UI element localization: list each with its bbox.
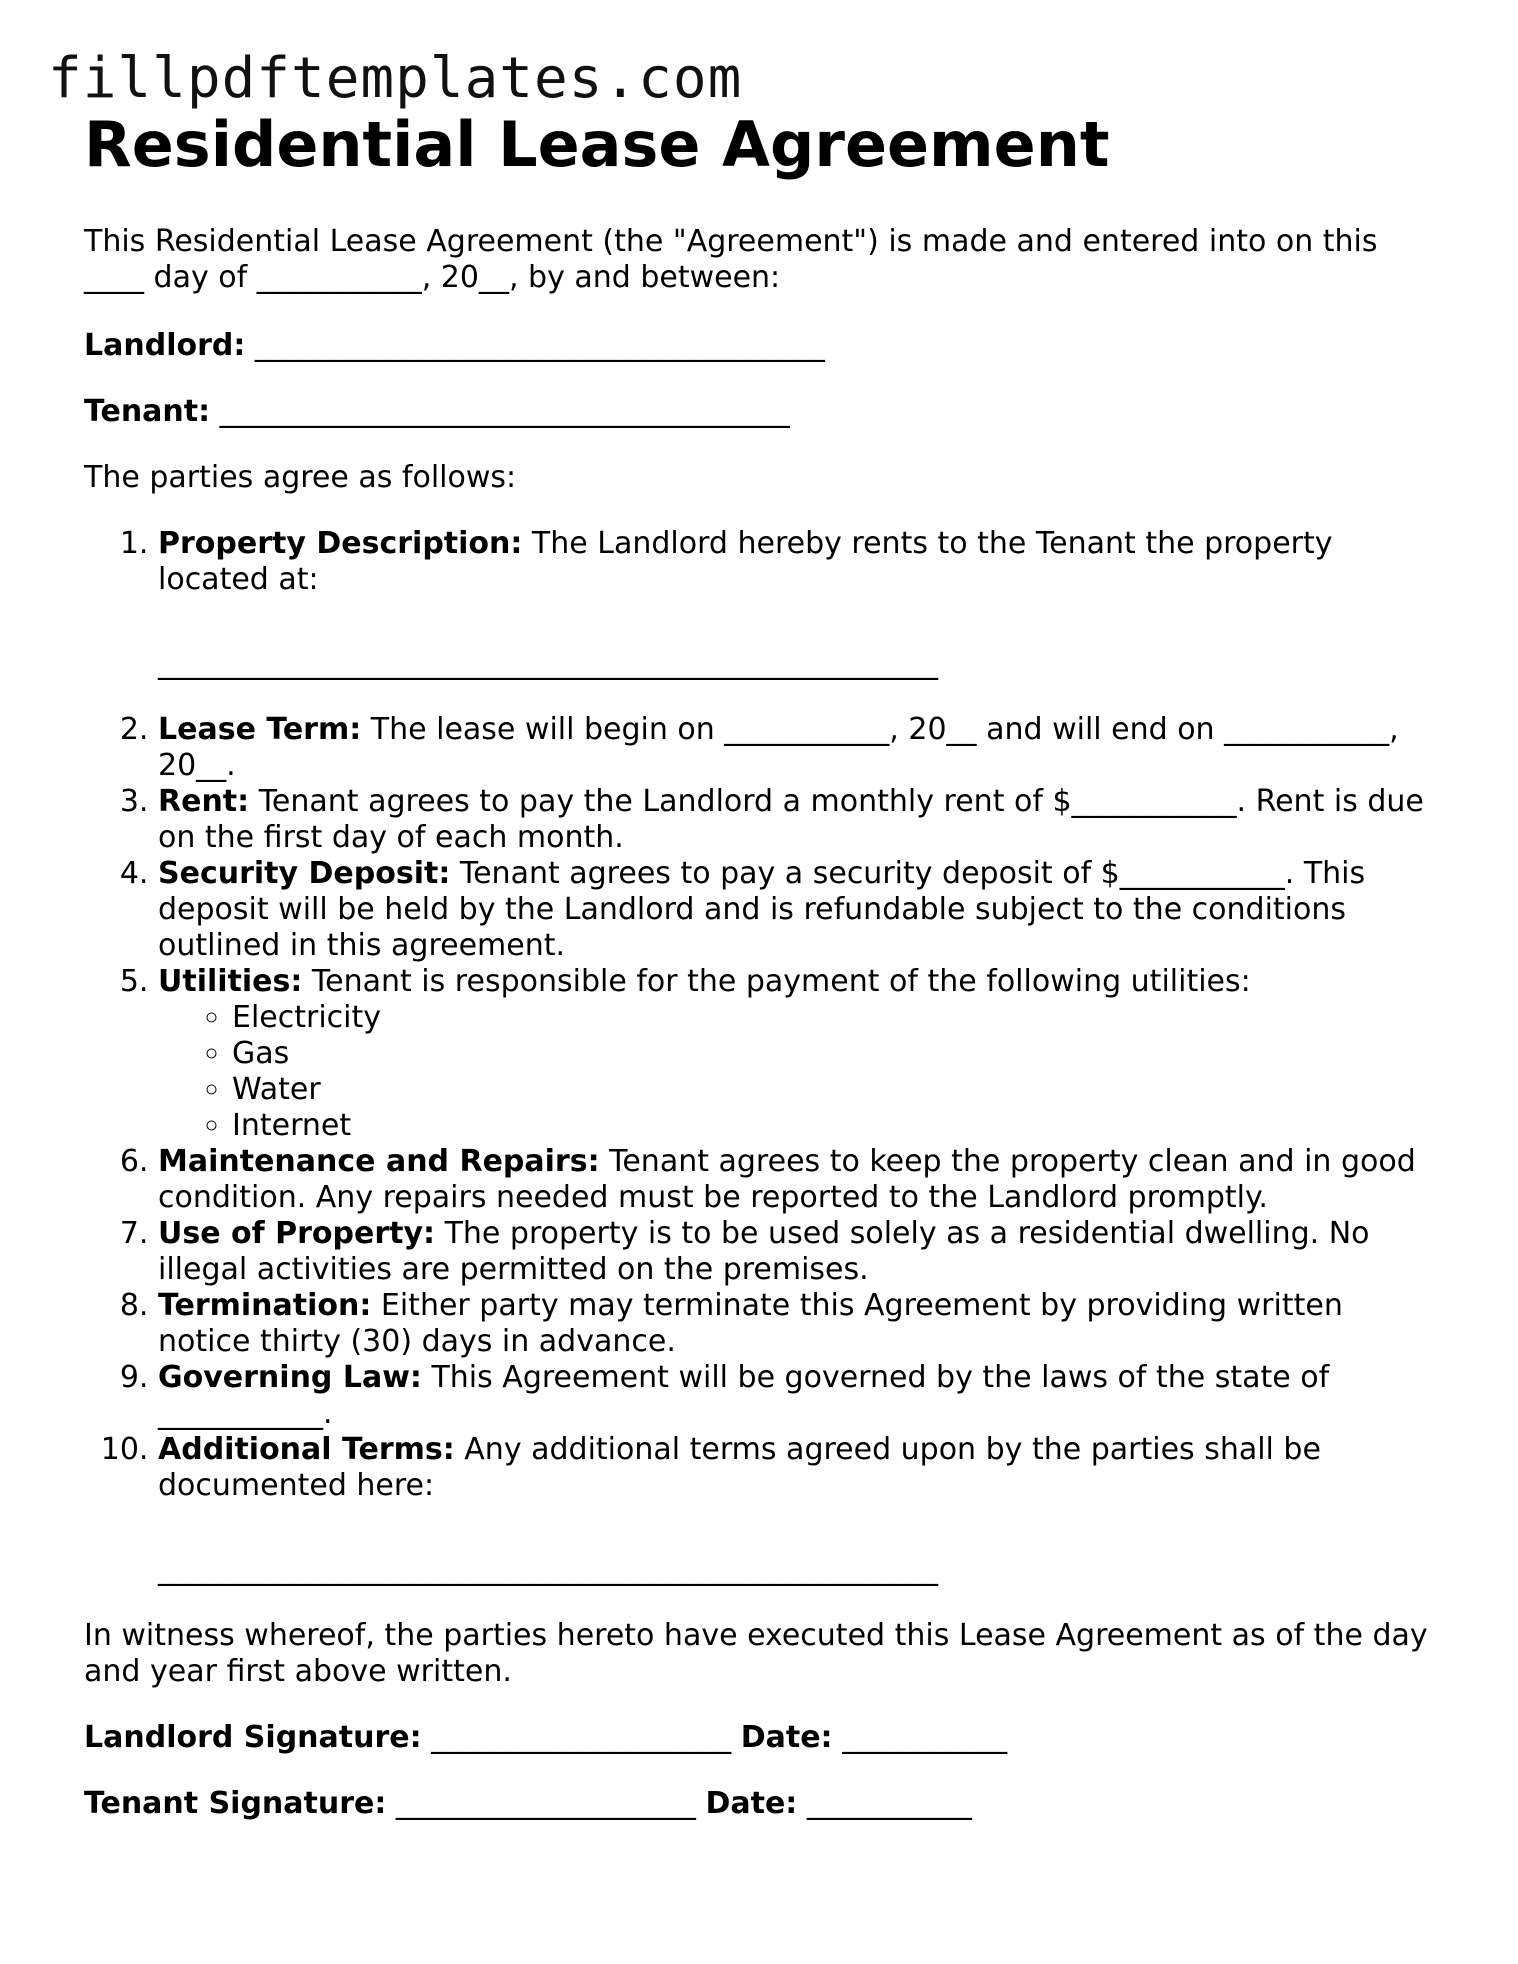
term-lease-term	[158, 712, 1444, 784]
term-text: Tenant agrees to pay a security deposit of $___________. This deposit will be held by the Landlord and is refundable subject to the conditions outlined in this agreement.	[158, 856, 1366, 963]
term-heading: Property Description:	[158, 526, 523, 561]
tenant-label: Tenant:	[84, 394, 211, 429]
utility-item-water: ◦ Water	[232, 1072, 1444, 1108]
utility-item-electricity: ◦ Electricity	[232, 1000, 1444, 1036]
landlord-signature-label: Landlord Signature:	[84, 1720, 422, 1755]
terms-list	[84, 526, 1444, 1588]
term-text: Tenant agrees to keep the property clean and in good condition. Any repairs needed must be reported to the Landlord promptly.	[158, 1144, 1416, 1215]
term-use-of-property	[158, 1216, 1444, 1288]
landlord-signature-line	[84, 1720, 1444, 1756]
tenant-signature-blank: ____________________	[395, 1786, 696, 1821]
term-governing-law	[158, 1360, 1444, 1432]
term-heading: Security Deposit:	[158, 856, 451, 891]
property-address-blank: ____________________________________________________	[158, 646, 938, 681]
tenant-signature-label: Tenant Signature:	[84, 1786, 387, 1821]
term-heading: Lease Term:	[158, 712, 362, 747]
landlord-line	[84, 328, 1444, 364]
term-maintenance-repairs	[158, 1144, 1444, 1216]
document-title: Residential Lease Agreement	[84, 108, 1110, 181]
term-additional-terms	[158, 1432, 1444, 1588]
term-utilities	[158, 964, 1444, 1144]
term-heading: Maintenance and Repairs:	[158, 1144, 600, 1179]
term-text: Tenant is responsible for the payment of the following utilities:	[302, 964, 1251, 999]
tenant-name-blank: ______________________________________	[219, 394, 790, 429]
landlord-date-blank: ___________	[842, 1720, 1008, 1755]
utility-item-internet: ◦ Internet	[232, 1108, 1444, 1144]
term-heading: Additional Terms:	[158, 1432, 455, 1467]
tenant-line	[84, 394, 1444, 430]
term-rent	[158, 784, 1444, 856]
term-termination	[158, 1288, 1444, 1360]
term-text: The property is to be used solely as a residential dwelling. No illegal activities are permitted on the premises.	[158, 1216, 1370, 1287]
landlord-signature-blank: ____________________	[431, 1720, 732, 1755]
term-text: The lease will begin on ___________, 20__ and will end on ___________, 20__.	[158, 712, 1399, 783]
term-heading: Termination:	[158, 1288, 372, 1323]
term-security-deposit	[158, 856, 1444, 964]
term-text: This Agreement will be governed by the laws of the state of ___________.	[158, 1360, 1330, 1431]
landlord-label: Landlord:	[84, 328, 246, 363]
witness-paragraph: In witness whereof, the parties hereto have executed this Lease Agreement as of the day and year first above written.	[84, 1618, 1428, 1689]
utilities-list	[158, 1000, 1444, 1144]
term-text: Either party may terminate this Agreement by providing written notice thirty (30) days in advance.	[158, 1288, 1343, 1359]
term-heading: Rent:	[158, 784, 250, 819]
intro-paragraph: This Residential Lease Agreement (the "Agreement") is made and entered into on this ____ day of ___________, 20__, by and between:	[84, 224, 1378, 295]
term-text: Tenant agrees to pay the Landlord a monthly rent of $___________. Rent is due on the first day of each month.	[158, 784, 1424, 855]
landlord-name-blank: ______________________________________	[254, 328, 825, 363]
tenant-signature-line	[84, 1786, 1444, 1822]
term-heading: Governing Law:	[158, 1360, 422, 1395]
additional-terms-blank: ____________________________________________________	[158, 1552, 938, 1587]
agree-text: The parties agree as follows:	[84, 460, 517, 495]
term-heading: Utilities:	[158, 964, 303, 999]
watermark: fillpdftemplates.com	[48, 46, 743, 111]
term-property-description	[158, 526, 1444, 682]
tenant-date-blank: ___________	[806, 1786, 972, 1821]
tenant-date-label: Date:	[705, 1786, 798, 1821]
term-text: The Landlord hereby rents to the Tenant the property located at:	[158, 526, 1333, 597]
landlord-date-label: Date:	[740, 1720, 833, 1755]
utility-item-gas: ◦ Gas	[232, 1036, 1444, 1072]
lease-document	[84, 108, 1444, 1852]
term-text: Any additional terms agreed upon by the parties shall be documented here:	[158, 1432, 1321, 1503]
term-heading: Use of Property:	[158, 1216, 436, 1251]
